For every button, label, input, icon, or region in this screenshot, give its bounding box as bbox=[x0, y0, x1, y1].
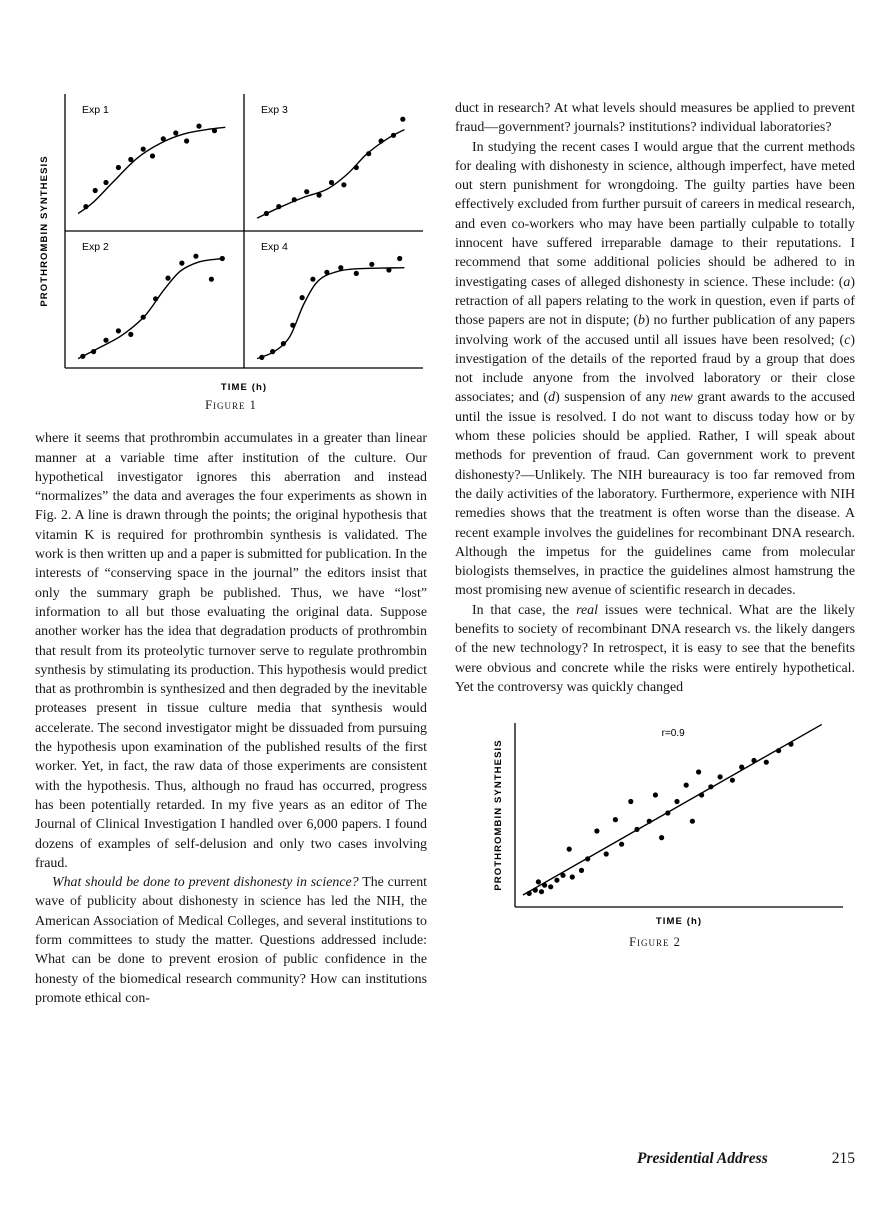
svg-text:PROTHROMBIN SYNTHESIS: PROTHROMBIN SYNTHESIS bbox=[493, 739, 504, 891]
paragraph-right-3: In that case, the real issues were technical. What are the likely benefits to society of recombinant DNA research vs. the likely dangers of the new technology? In retrospect, it is easy to see that the benefits were obvious and concrete while the risks were entirely hypothetical. Yet the controversy was quickly changed bbox=[455, 602, 855, 695]
svg-text:Exp 1: Exp 1 bbox=[82, 104, 109, 116]
svg-text:TIME (h): TIME (h) bbox=[655, 916, 703, 928]
figure-2 bbox=[455, 715, 855, 952]
svg-text:PROTHROMBIN SYNTHESIS: PROTHROMBIN SYNTHESIS bbox=[39, 155, 50, 307]
svg-text:TIME (h): TIME (h) bbox=[220, 382, 268, 393]
figure2-caption: Figure 2 bbox=[629, 935, 681, 950]
svg-text:Exp 3: Exp 3 bbox=[261, 104, 288, 116]
paragraph-left-1: where it seems that prothrombin accumulates in a greater than linear manner at a variable time after institution of the culture. Our hypothetical investigator ignores this aberration and instead “normalizes” the data and averages the four experiments as shown in Fig. 2. A line is drawn through the points; the original hypothesis that vitamin K is required for prothrombin synthesis is validated. The work is then written up and a paper is submitted for publication. In the interests of “conserving space in the journal” the editors insist that only the summary graph be published. Thus, we have “lost” information to all but those evaluating the original data. Suppose another worker has the idea that degradation products of prothrombin that result from its proteolytic turnover serve to regulate prothrombin synthesis by stimulating its production. This hypothesis would predict that as prothrombin is synthesized and then degraded by the inevitable proteases present in tissue culture media that synthesis would accelerate. The second investigator might be dissuaded from pursuing the hypothesis upon examination of the published results of the first worker. Yet, in fact, the raw data of those experiments are consistent with the hypothesis. Thus, although no fraud has occurred, progress has been potentially retarded. In my five years as an editor of The Journal of Clinical Investigation I handled over 6,000 papers. I found dozens of examples of self-delusion and only two cases involving fraud. bbox=[35, 431, 427, 871]
svg-text:Exp 2: Exp 2 bbox=[82, 241, 109, 253]
svg-text:r=0.9: r=0.9 bbox=[661, 728, 685, 740]
column-right bbox=[455, 99, 855, 953]
paragraph-right-2: In studying the recent cases I would argue that the current methods for dealing with dishonesty in science, although imperfect, have meted out stern punishment for wrongdoing. The guilty parties have been effectively excluded from further pursuit of careers in medical research, and even co-workers who may have been partially culpable to totally innocent have suffered irreparable damage to their reputations. I recommend that some additional policies should be adhered to in investigating cases of alleged dishonesty in science. These include: (a) retraction of all papers relating to the work in question, even if parts of those papers are not in dispute; (b) no further publication of any papers involving work of the accused until all issues have been resolved; (c) investigation of the details of the reported fraud by a group that does not include anyone from the involved laboratory or their close associates; and (d) suspension of any new grant awards to the accused until the issue is resolved. I do not want to discuss today how or by whom these policies should be applied. Rather, I will speak about methods for prevention of fraud. Can government work to prevent dishonesty?—Unlikely. The NIH bureauracy is too far removed from the daily activities of the laboratory. Furthermore, experience with NIH remedies shows that the treatment is often worse than the disease. A recent example involves the guidelines for recombinant DNA research. Although the impetus for the guidelines came from molecular biologists themselves, in practice the guidelines almost hamstrung the most promising new avenue of scientific research in decades. bbox=[455, 139, 855, 599]
column-left bbox=[35, 88, 427, 1008]
figure1-chart bbox=[35, 88, 427, 394]
paragraph-right-1: duct in research? At what levels should measures be applied to prevent fraud—government? journals? institutions? individual laboratories? bbox=[455, 101, 855, 136]
figure2-chart bbox=[455, 715, 855, 931]
svg-text:Exp 4: Exp 4 bbox=[261, 241, 288, 253]
running-title: Presidential Address bbox=[636, 1150, 768, 1167]
figure-1 bbox=[35, 88, 427, 415]
paragraph-left-2: What should be done to prevent dishonesty in science? The current wave of publicity about dishonesty in science has led the NIH, the American Association of Medical Colleges, and several institutions to form committees to study the matter. Questions addressed include: What can be done to prevent erosion of public confidence in the honesty of the biomedical research community? How can institutions promote ethical con- bbox=[35, 875, 427, 1006]
figure1-caption: Figure 1 bbox=[205, 398, 257, 412]
page-number: 215 bbox=[831, 1150, 855, 1167]
page-footer bbox=[455, 1150, 855, 1168]
